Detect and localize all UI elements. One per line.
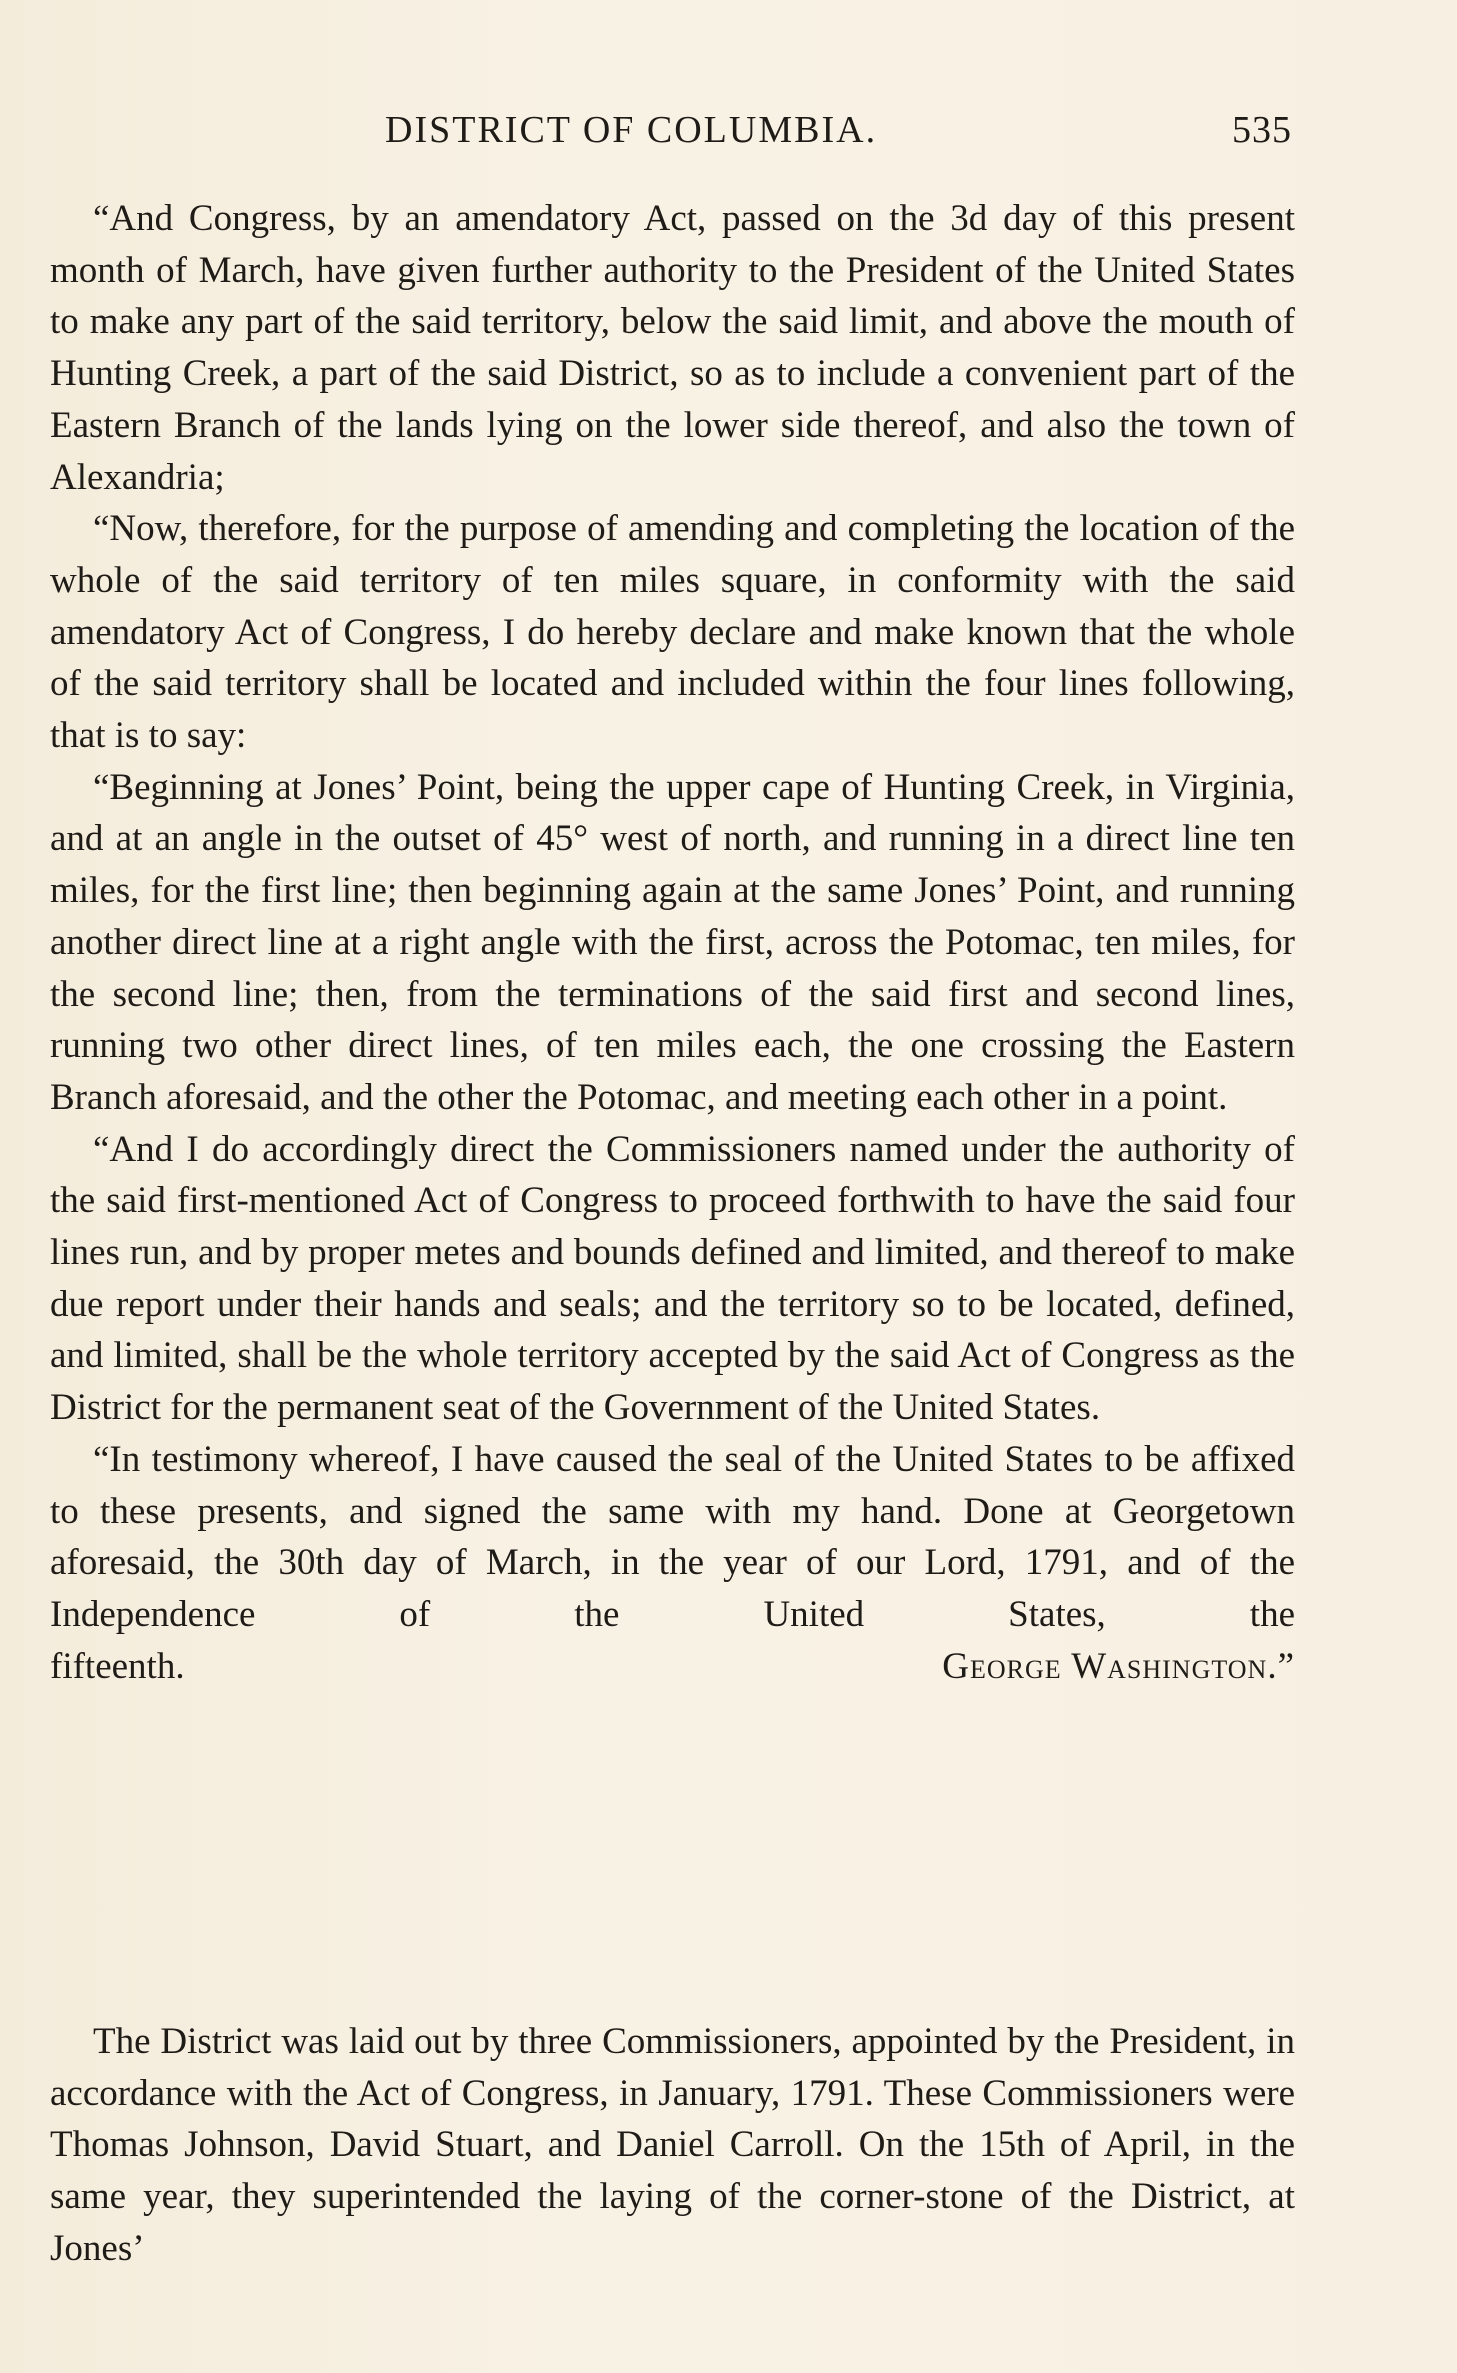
closing-word: fifteenth. <box>50 1645 185 1687</box>
narrative-text <box>50 2016 1295 2275</box>
signature-line <box>50 1641 1295 1693</box>
signature: George Washington.” <box>942 1645 1295 1687</box>
paragraph-district-laid-out: The District was laid out by three Commissioners, appointed by the President, in accordance with the Act of Congress, in January, 1791. These Commissioners were Thomas Johnson, David Stuart, and Daniel Carroll. On the 15th of April, in the same year, they superintended the laying of the corner-stone of the District, at Jones’ <box>50 2021 1295 2269</box>
proclamation-text <box>50 193 1295 1692</box>
running-header <box>380 108 1300 158</box>
paragraph-amendatory-act: “And Congress, by an amendatory Act, passed on the 3d day of this present month of March, have given further authority to the President of the United States to make any part of the said territory, below the said limit, and above the mouth of Hunting Creek, a part of the said District, so as to include a convenient part of the Eastern Branch of the lands lying on the lower side thereof, and also the town of Alexandria; <box>50 198 1295 498</box>
paragraph-commissioners-directive: “And I do accordingly direct the Commissioners named under the authority of the said first-mentioned Act of Congress to proceed forthwith to have the said four lines run, and by proper metes and bounds defined and limited, and thereof to make due report under their hands and seals; and the territory so to be located, defined, and limited, shall be the whole territory accepted by the said Act of Congress as the District for the permanent seat of the Government of the United States. <box>50 1128 1295 1429</box>
paragraph-now-therefore: “Now, therefore, for the purpose of amending and completing the location of the whole of the said territory of ten miles square, in conformity with the said amendatory Act of Congress, I do hereby declare and make known that the whole of the said territory shall be located and included within the four lines following, that is to say: <box>50 508 1295 757</box>
paragraph-testimony: “In testimony whereof, I have caused the seal of the United States to be affixed to these presents, and signed the same with my hand. Done at Georgetown aforesaid, the 30th day of March, in the year of our Lord, 1791, and of the Independence of the United States, the <box>50 1438 1295 1635</box>
running-title: DISTRICT OF COLUMBIA. <box>385 109 878 151</box>
page-number: 535 <box>1232 109 1292 151</box>
paragraph-beginning: “Beginning at Jones’ Point, being the upper cape of Hunting Creek, in Virginia, and at an angle in the outset of 45° west of north, and running in a direct line ten miles, for the first line; then beginning again at the same Jones’ Point, and running another direct line at a right angle with the first, across the Potomac, ten miles, for the second line; then, from the terminations of the said first and second lines, running two other direct lines, of ten miles each, the one crossing the Eastern Branch aforesaid, and the other the Potomac, and meeting each other in a point. <box>50 766 1295 1118</box>
